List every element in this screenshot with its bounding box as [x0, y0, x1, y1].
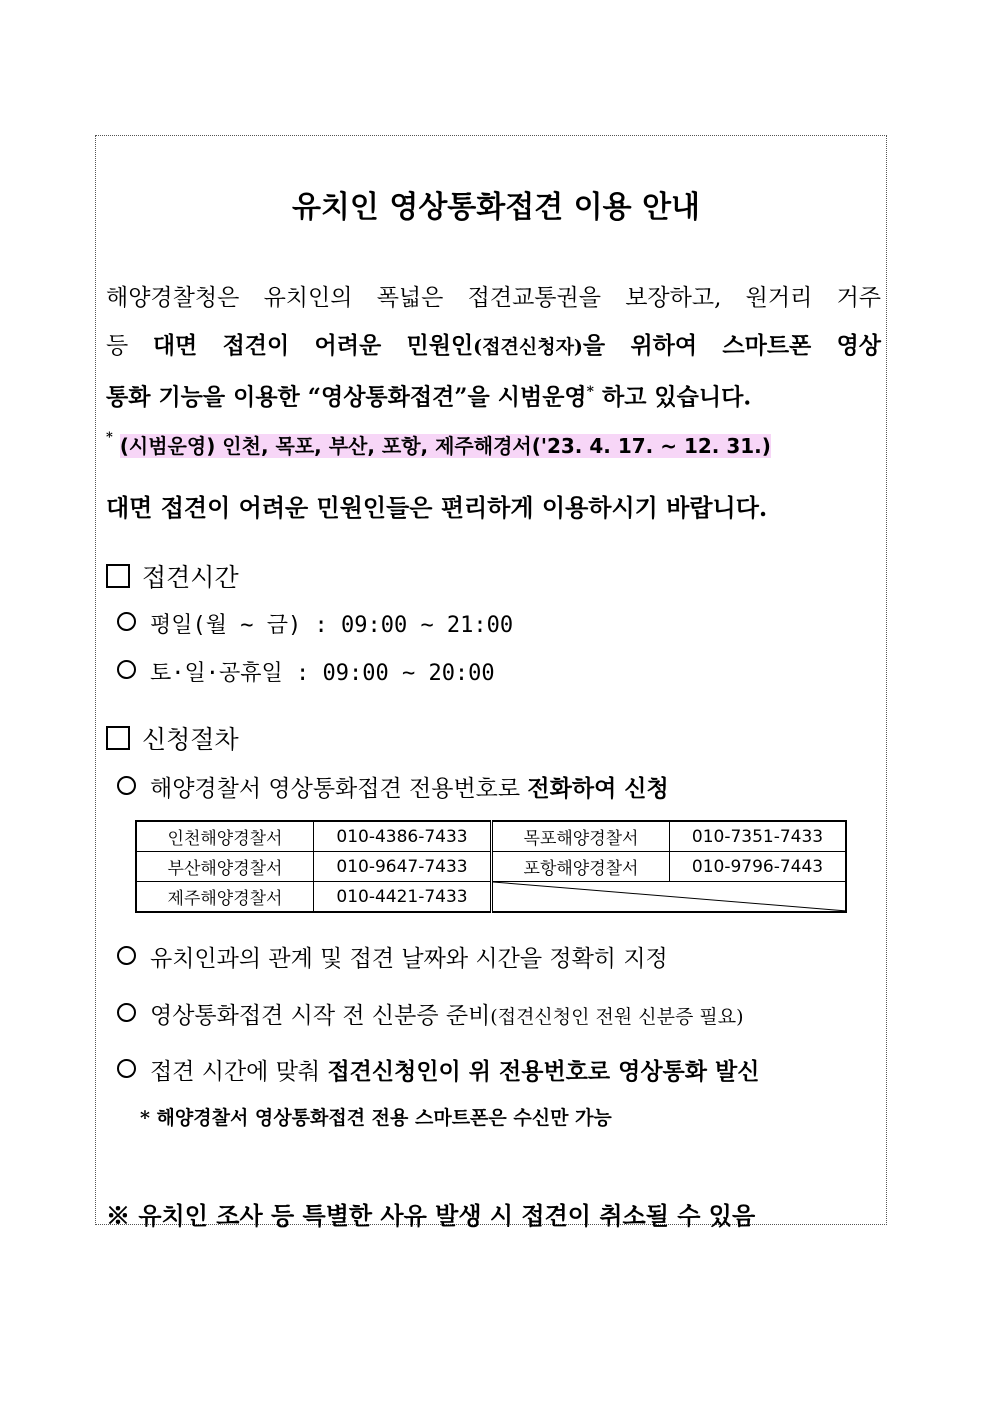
- step3-text: 영상통화접견 시작 전 신분증 준비: [150, 1003, 491, 1029]
- step2-text: 유치인과의 관계 및 접견 날짜와 시간을 정확히 지정: [150, 946, 668, 972]
- circle-icon: [117, 1003, 136, 1022]
- step4-bold: 접견신청인이 위 전용번호로 영상통화 발신: [327, 1058, 760, 1085]
- phone-cell: 010-9796-7443: [670, 852, 847, 882]
- circle-icon: [117, 1059, 136, 1078]
- procedure-step-4: [117, 1053, 759, 1086]
- weekend-text: 토·일·공휴일 : 09:00 ~ 20:00: [150, 661, 495, 686]
- station-cell: 부산해양경찰서: [136, 852, 314, 882]
- page-title: 유치인 영상통화접견 이용 안내: [291, 190, 701, 225]
- intro-text-3: 통화 기능을 이용한 “영상통화접견”을 시범운영: [106, 383, 587, 411]
- station-cell: 인천해양경찰서: [136, 821, 314, 852]
- intro-star: *: [586, 384, 594, 400]
- intro-text-2d: 을 위하여 스마트폰 영상: [582, 332, 882, 359]
- square-icon: [106, 564, 130, 588]
- station-cell: 목포해양경찰서: [492, 821, 670, 852]
- intro-text-2b: 대면 접견이 어려운 민원인: [152, 332, 474, 359]
- hours-weekday: [117, 608, 513, 639]
- diagonal-line: [493, 882, 847, 911]
- section-procedure-title: 신청절차: [142, 725, 239, 754]
- invite-text: 대면 접견이 어려운 민원인들은 편리하게 이용하시기 바랍니다.: [106, 493, 768, 522]
- intro-line-3: [106, 369, 751, 422]
- intro-text-2a: 등: [106, 333, 153, 359]
- phone-cell: 010-4421-7433: [314, 882, 492, 913]
- empty-diagonal-cell: [492, 882, 847, 913]
- note-highlight: (시범운영) 인천, 목포, 부산, 포항, 제주해경서('23. 4. 17. ~ 12. 31.): [119, 434, 771, 458]
- intro-line-2: [106, 322, 881, 371]
- hours-weekend: [117, 656, 495, 687]
- procedure-step-1: [117, 770, 669, 803]
- table-row: [136, 821, 846, 852]
- phone-cell: 010-7351-7433: [670, 821, 847, 852]
- intro-text-3-end: 하고 있습니다.: [593, 383, 752, 411]
- section-hours: [106, 558, 239, 594]
- step1-text: 해양경찰서 영상통화접견 전용번호로: [150, 776, 528, 802]
- intro-text-1: 해양경찰청은 유치인의 폭넓은 접견교통권을 보장하고, 원거리 거주: [106, 285, 882, 311]
- square-icon: [106, 726, 130, 750]
- contact-table: [135, 820, 847, 913]
- circle-icon: [117, 660, 136, 679]
- table-row: [136, 882, 846, 913]
- circle-icon: [117, 776, 136, 795]
- procedure-subnote: * 해양경찰서 영상통화접견 전용 스마트폰은 수신만 가능: [140, 1107, 612, 1129]
- phone-cell: 010-4386-7433: [314, 821, 492, 852]
- procedure-step-2: [117, 940, 668, 973]
- circle-icon: [117, 946, 136, 965]
- step1-bold: 전화하여 신청: [527, 775, 669, 802]
- circle-icon: [117, 612, 136, 631]
- intro-line-1: [106, 275, 881, 322]
- intro-text-2c: (접견신청자): [473, 336, 583, 358]
- weekday-text: 평일(월 ~ 금) : 09:00 ~ 21:00: [150, 613, 514, 638]
- station-cell: 포항해양경찰서: [492, 852, 670, 882]
- step3-paren: (접견신청인 전원 신분증 필요): [490, 1006, 744, 1028]
- section-procedure: [106, 720, 239, 756]
- section-hours-title: 접견시간: [142, 563, 239, 592]
- note-star: *: [106, 430, 113, 445]
- table-row: [136, 852, 846, 882]
- pilot-note: [106, 430, 771, 459]
- final-notice: ※ 유치인 조사 등 특별한 사유 발생 시 접견이 취소될 수 있음: [106, 1201, 756, 1230]
- procedure-step-3: [117, 997, 744, 1030]
- station-cell: 제주해양경찰서: [136, 882, 314, 913]
- phone-cell: 010-9647-7433: [314, 852, 492, 882]
- step4-text: 접견 시간에 맞춰: [150, 1059, 328, 1085]
